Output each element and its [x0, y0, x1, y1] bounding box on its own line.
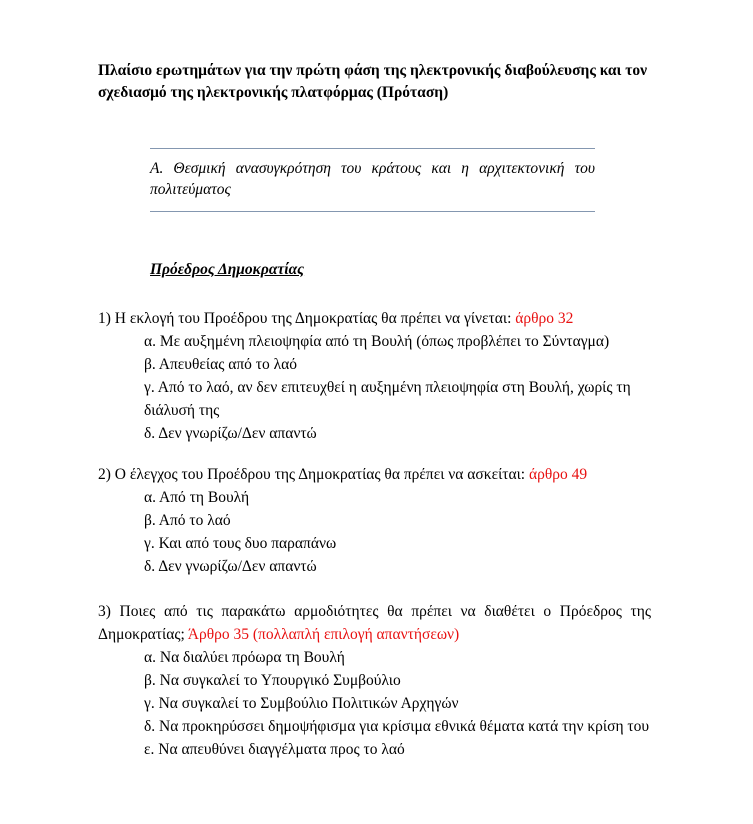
question-1-option-d: δ. Δεν γνωρίζω/Δεν απαντώ — [144, 425, 317, 442]
question-2-option-b: β. Από το λαό — [144, 512, 231, 529]
section-rule-bottom — [150, 211, 595, 212]
question-3-article-note: Άρθρο 35 (πολλαπλή επιλογή απαντήσεων) — [187, 626, 460, 643]
question-1-label: 1) Η εκλογή του Προέδρου της Δημοκρατίας θα πρέπει να γίνεται: — [98, 310, 516, 327]
document-title: Πλαίσιο ερωτημάτων για την πρώτη φάση της ηλεκτρονικής διαβούλευσης και τον σχεδιασμό της ηλεκτρονικής πλατφόρμας (Πρόταση) — [98, 62, 648, 101]
section-heading: Α. Θεσμική ανασυγκρότηση του κράτους και η αρχιτεκτονική του πολιτεύματος — [150, 160, 595, 198]
question-1 — [98, 307, 651, 445]
question-2-option-c: γ. Και από τους δυο παραπάνω — [144, 535, 337, 552]
question-2-label: 2) Ο έλεγχος του Προέδρου της Δημοκρατίας θα πρέπει να ασκείται: — [98, 466, 529, 483]
question-2-option-a: α. Από τη Βουλή — [144, 489, 250, 506]
question-3-option-d: δ. Να προκηρύσσει δημοψήφισμα για κρίσιμα εθνικά θέματα κατά την κρίση του — [144, 718, 650, 735]
question-1-option-c: γ. Από το λαό, αν δεν επιτευχθεί η αυξημένη πλειοψηφία στη Βουλή, χωρίς τη διάλυσή της — [144, 379, 631, 419]
question-3-option-c: γ. Να συγκαλεί το Συμβούλιο Πολιτικών Αρχηγών — [144, 695, 459, 712]
question-3-option-b: β. Να συγκαλεί το Υπουργικό Συμβούλιο — [144, 672, 401, 689]
question-3-options — [98, 646, 651, 761]
question-1-options — [98, 330, 651, 445]
question-1-option-a: α. Με αυξημένη πλειοψηφία από τη Βουλή (όπως προβλέπει το Σύνταγμα) — [144, 333, 610, 350]
question-3 — [98, 600, 651, 761]
question-2 — [98, 463, 651, 578]
question-3-label: 3) Ποιες από τις παρακάτω αρμοδιότητες θα πρέπει να διαθέτει ο Πρόεδρος της Δημοκρατίας; — [98, 603, 651, 643]
question-2-text — [98, 463, 651, 486]
question-2-options — [98, 486, 651, 578]
question-1-article-note: άρθρο 32 — [515, 310, 574, 327]
question-1-option-b: β. Απευθείας από το λαό — [144, 356, 298, 373]
question-2-article-note: άρθρο 49 — [528, 466, 588, 483]
subheading — [150, 259, 304, 281]
question-3-option-a: α. Να διαλύει πρόωρα τη Βουλή — [144, 649, 345, 666]
question-3-text — [98, 600, 651, 646]
section-rule-top — [150, 148, 595, 149]
subheading-text: Πρόεδρος Δημοκρατίας — [150, 261, 305, 278]
question-2-option-d: δ. Δεν γνωρίζω/Δεν απαντώ — [144, 558, 317, 575]
question-3-option-e: ε. Να απευθύνει διαγγέλματα προς το λαό — [144, 741, 405, 758]
question-1-text — [98, 307, 651, 330]
